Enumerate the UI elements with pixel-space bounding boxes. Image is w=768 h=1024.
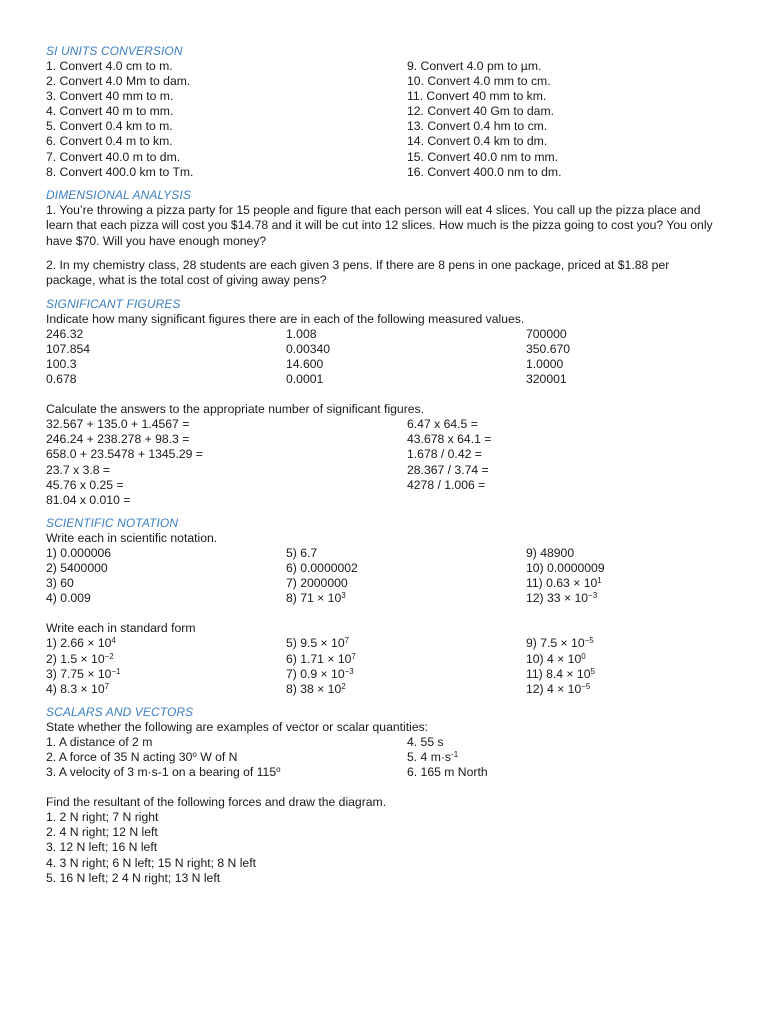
sn-base: 3) 7.75 × 10 bbox=[46, 666, 112, 681]
sv-exponent: -1 bbox=[451, 749, 459, 759]
sn-exponent: −3 bbox=[588, 591, 598, 601]
sn-base: 8) 38 × 10 bbox=[286, 681, 342, 696]
si-item: 8. Convert 400.0 km to Tm. bbox=[46, 164, 194, 179]
sf-calc-list bbox=[46, 417, 726, 508]
sf-value: 107.854 bbox=[46, 341, 91, 356]
sf-value: 0.00340 bbox=[286, 341, 331, 356]
sn-std-item bbox=[526, 652, 595, 667]
sn-base: 11) 8.4 × 10 bbox=[526, 666, 591, 681]
sf-calc-instruction: Calculate the answers to the appropriate number of significant figures. bbox=[46, 402, 425, 417]
sf-calc-item: 81.04 x 0.010 = bbox=[46, 492, 131, 507]
sn-exponent: 7 bbox=[104, 681, 110, 691]
sn-item: 4) 0.009 bbox=[46, 591, 91, 606]
sn-std-column-3 bbox=[526, 636, 595, 696]
sf-column-2 bbox=[286, 327, 526, 387]
sn-std-table bbox=[46, 636, 726, 696]
sn-std-item bbox=[46, 652, 286, 667]
sn-column-1 bbox=[46, 546, 286, 606]
force-item: 2. 4 N right; 12 N left bbox=[46, 825, 158, 840]
sv-item: 6. 165 m North bbox=[407, 765, 488, 780]
sn-item: 10) 0.0000009 bbox=[526, 561, 605, 576]
sn-base: 12) 4 × 10 bbox=[526, 681, 582, 696]
sf-value: 246.32 bbox=[46, 326, 84, 341]
force-item: 1. 2 N right; 7 N right bbox=[46, 810, 159, 825]
si-item: 12. Convert 40 Gm to dam. bbox=[407, 104, 554, 119]
sf-calc-item: 6.47 x 64.5 = bbox=[407, 417, 478, 432]
sn-base: 11) 0.63 × 10 bbox=[526, 576, 598, 591]
sn-exponent: −2 bbox=[104, 651, 114, 661]
sv-forces-instruction: Find the resultant of the following forces and draw the diagram. bbox=[46, 795, 387, 810]
sv-right-column bbox=[407, 735, 488, 780]
si-left-column bbox=[46, 59, 407, 180]
sn-item: 5) 6.7 bbox=[286, 545, 318, 560]
sn-item bbox=[526, 576, 605, 591]
sv-text: 3. A velocity of 3 m·s-1 on a bearing of 115 bbox=[46, 765, 277, 780]
worksheet-page bbox=[46, 44, 726, 886]
sf-calc-item: 246.24 + 238.278 + 98.3 = bbox=[46, 432, 190, 447]
sn-item bbox=[286, 591, 526, 606]
sf-value: 350.670 bbox=[526, 341, 571, 356]
sv-forces-list bbox=[46, 810, 726, 885]
sn-exponent: 1 bbox=[597, 576, 602, 586]
sn-base: 1) 2.66 × 10 bbox=[46, 636, 112, 651]
sn-base: 12) 33 × 10 bbox=[526, 591, 589, 606]
sf-values-table bbox=[46, 327, 726, 387]
sn-item: 2) 5400000 bbox=[46, 561, 108, 576]
sv-left-column bbox=[46, 735, 407, 780]
si-item: 11. Convert 40 mm to km. bbox=[407, 89, 547, 104]
sn-std-item bbox=[46, 667, 286, 682]
sv-item bbox=[46, 765, 407, 780]
si-right-column bbox=[407, 59, 561, 180]
sn-exponent: 7 bbox=[351, 651, 356, 661]
sf-calc-right bbox=[407, 417, 491, 508]
sn-std-item bbox=[286, 636, 526, 651]
si-item: 9. Convert 4.0 pm to µm. bbox=[407, 59, 542, 73]
sf-value: 700000 bbox=[526, 326, 567, 341]
sf-column-3 bbox=[526, 327, 570, 387]
sn-std-column-1 bbox=[46, 636, 286, 696]
sv-item bbox=[46, 750, 407, 765]
sv-instruction: State whether the following are examples of vector or scalar quantities: bbox=[46, 719, 429, 734]
sn-column-2 bbox=[286, 546, 526, 606]
sf-value: 14.600 bbox=[286, 357, 324, 371]
sn-std-column-2 bbox=[286, 636, 526, 696]
sn-std-item bbox=[286, 652, 526, 667]
sn-base: 8) 71 × 10 bbox=[286, 591, 342, 606]
sf-column-1 bbox=[46, 327, 286, 387]
sn-base: 5) 9.5 × 10 bbox=[286, 636, 345, 651]
sn-exponent: 5 bbox=[590, 666, 595, 676]
sn-item: 3) 60 bbox=[46, 576, 74, 591]
sn-item: 9) 48900 bbox=[526, 545, 575, 560]
sn-base: 7) 0.9 × 10 bbox=[286, 666, 345, 681]
sf-calc-item: 28.367 / 3.74 = bbox=[407, 462, 489, 477]
sn-exponent: 0 bbox=[581, 651, 586, 661]
sf-calc-item: 1.678 / 0.42 = bbox=[407, 447, 482, 462]
si-item: 5. Convert 0.4 km to m. bbox=[46, 119, 173, 134]
si-item: 6. Convert 0.4 m to km. bbox=[46, 134, 173, 149]
sv-text-tail: W of N bbox=[196, 749, 238, 764]
sn-exponent: 7 bbox=[344, 636, 350, 646]
sn-item: 1) 0.000006 bbox=[46, 545, 112, 560]
sn-instruction: Write each in scientific notation. bbox=[46, 530, 218, 545]
si-item: 2. Convert 4.0 Mm to dam. bbox=[46, 74, 191, 89]
sn-item: 6) 0.0000002 bbox=[286, 561, 358, 576]
sn-base: 9) 7.5 × 10 bbox=[526, 636, 585, 651]
sf-value: 1.0000 bbox=[526, 357, 564, 371]
sn-std-instruction: Write each in standard form bbox=[46, 621, 196, 636]
sv-text: 5. 4 m·s bbox=[407, 749, 452, 764]
sf-calc-item: 23.7 x 3.8 = bbox=[46, 462, 111, 477]
sv-list bbox=[46, 735, 726, 780]
si-item: 4. Convert 40 m to mm. bbox=[46, 104, 174, 119]
sn-std-item bbox=[286, 682, 526, 697]
sn-exponent: −5 bbox=[581, 681, 591, 691]
sf-value: 100.3 bbox=[46, 357, 77, 371]
si-item: 13. Convert 0.4 hm to cm. bbox=[407, 119, 548, 134]
sn-std-item bbox=[526, 667, 595, 682]
si-item: 14. Convert 0.4 km to dm. bbox=[407, 134, 548, 149]
si-item: 15. Convert 40.0 nm to mm. bbox=[407, 149, 559, 164]
sf-value: 0.678 bbox=[46, 372, 77, 387]
sn-exponent: 4 bbox=[111, 636, 116, 646]
sn-item bbox=[526, 591, 605, 606]
sv-item: 1. A distance of 2 m bbox=[46, 734, 153, 749]
si-units-list bbox=[46, 59, 726, 180]
si-units-heading: SI UNITS CONVERSION bbox=[46, 44, 183, 58]
force-item: 3. 12 N left; 16 N left bbox=[46, 840, 158, 855]
si-item: 7. Convert 40.0 m to dm. bbox=[46, 149, 181, 164]
da-question-1: 1. You’re throwing a pizza party for 15 people and figure that each person will eat 4 slices. You call up the pizza place and learn that each pizza will cost you $14.78 and it will be cut into 12 slices. How much is the pizza going to cost you? You only have $70. Will you have enough money? bbox=[46, 202, 713, 248]
sn-exponent: −3 bbox=[344, 666, 354, 676]
degree-symbol: o bbox=[192, 749, 197, 759]
si-item: 10. Convert 4.0 mm to cm. bbox=[407, 74, 551, 89]
si-item: 3. Convert 40 mm to m. bbox=[46, 89, 174, 104]
sn-base: 4) 8.3 × 10 bbox=[46, 681, 105, 696]
scalars-vectors-heading: SCALARS AND VECTORS bbox=[46, 704, 194, 719]
si-item: 1. Convert 4.0 cm to m. bbox=[46, 59, 173, 73]
force-item: 5. 16 N left; 2 4 N right; 13 N left bbox=[46, 870, 221, 885]
sn-base: 2) 1.5 × 10 bbox=[46, 651, 105, 666]
si-item: 16. Convert 400.0 nm to dm. bbox=[407, 164, 562, 179]
sf-calc-item: 32.567 + 135.0 + 1.4567 = bbox=[46, 417, 190, 432]
sv-item bbox=[407, 750, 488, 765]
sn-std-item bbox=[286, 667, 526, 682]
sv-text: 2. A force of 35 N acting 30 bbox=[46, 749, 193, 764]
da-question-2: 2. In my chemistry class, 28 students are each given 3 pens. If there are 8 pens in one package, priced at $1.88 per package, what is the total cost of giving away pens? bbox=[46, 257, 670, 288]
sn-column-3 bbox=[526, 546, 605, 606]
sn-base: 6) 1.71 × 10 bbox=[286, 651, 352, 666]
sn-exponent: 2 bbox=[341, 681, 346, 691]
sn-std-item bbox=[526, 636, 595, 651]
sn-std-item bbox=[526, 682, 595, 697]
sn-table bbox=[46, 546, 726, 606]
sn-std-item bbox=[46, 636, 286, 651]
sf-calc-left bbox=[46, 417, 407, 508]
sf-value: 1.008 bbox=[286, 326, 317, 341]
sn-std-item bbox=[46, 682, 286, 697]
sf-calc-item: 45.76 x 0.25 = bbox=[46, 477, 124, 492]
dimensional-analysis-heading: DIMENSIONAL ANALYSIS bbox=[46, 187, 191, 202]
force-item: 4. 3 N right; 6 N left; 15 N right; 8 N left bbox=[46, 855, 256, 870]
sf-instruction: Indicate how many significant figures there are in each of the following measured values. bbox=[46, 311, 525, 326]
sf-value: 0.0001 bbox=[286, 372, 324, 387]
sf-calc-item: 43.678 x 64.1 = bbox=[407, 432, 492, 447]
scientific-notation-heading: SCIENTIFIC NOTATION bbox=[46, 515, 179, 530]
sf-calc-item: 4278 / 1.006 = bbox=[407, 477, 486, 492]
sn-item: 7) 2000000 bbox=[286, 576, 348, 591]
sf-calc-item: 658.0 + 23.5478 + 1345.29 = bbox=[46, 447, 203, 462]
sn-exponent: −1 bbox=[111, 666, 121, 676]
significant-figures-heading: SIGNIFICANT FIGURES bbox=[46, 296, 181, 311]
sf-value: 320001 bbox=[526, 372, 567, 387]
sv-item: 4. 55 s bbox=[407, 734, 444, 749]
sn-base: 10) 4 × 10 bbox=[526, 651, 582, 666]
degree-symbol: o bbox=[276, 765, 281, 775]
sn-exponent: 3 bbox=[341, 591, 346, 601]
sn-exponent: −5 bbox=[584, 636, 594, 646]
